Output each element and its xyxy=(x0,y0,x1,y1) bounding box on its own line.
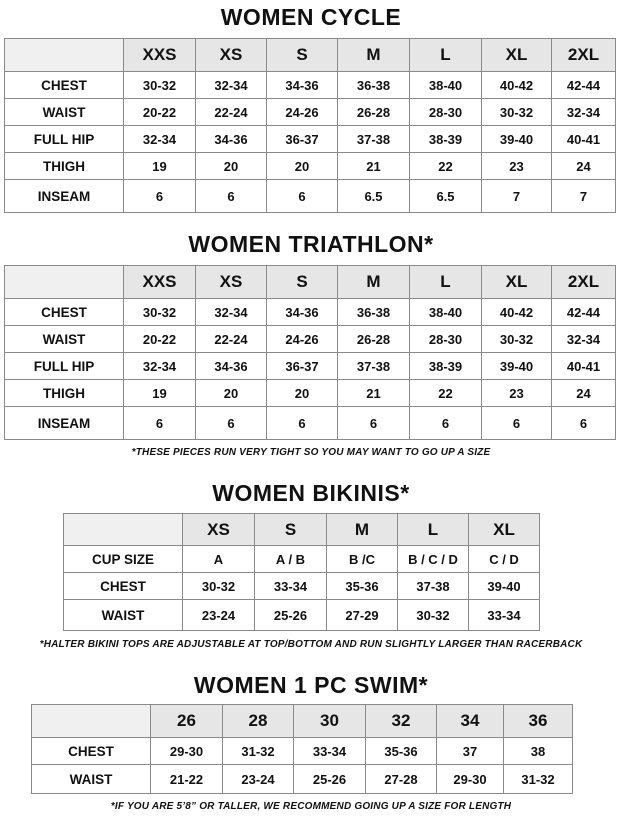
size-value: 37-38 xyxy=(398,573,469,600)
size-value: 35-36 xyxy=(366,738,437,765)
size-value: C / D xyxy=(469,546,540,573)
swim-note: *IF YOU ARE 5’8” OR TALLER, WE RECOMMEND GOING UP A SIZE FOR LENGTH xyxy=(110,801,512,812)
size-header: XS xyxy=(196,39,267,72)
size-header: 34 xyxy=(437,705,504,738)
bikinis-size-table xyxy=(63,513,540,631)
size-value: 40-41 xyxy=(552,353,616,380)
table-row xyxy=(32,765,573,794)
size-header: XL xyxy=(469,514,540,546)
row-label: INSEAM xyxy=(5,180,124,213)
header-corner xyxy=(5,39,124,72)
size-header: 26 xyxy=(151,705,223,738)
size-value: 7 xyxy=(482,180,552,213)
size-value: 37 xyxy=(437,738,504,765)
triathlon-note: *THESE PIECES RUN VERY TIGHT SO YOU MAY WANT TO GO UP A SIZE xyxy=(131,447,491,458)
table-row xyxy=(5,407,616,440)
size-value: 6.5 xyxy=(338,180,410,213)
size-value: 34-36 xyxy=(267,299,338,326)
size-header: 30 xyxy=(294,705,366,738)
size-value: 24-26 xyxy=(267,326,338,353)
size-value: B / C / D xyxy=(398,546,469,573)
size-value: 42-44 xyxy=(552,72,616,99)
size-value: 6 xyxy=(196,407,267,440)
size-header: 36 xyxy=(504,705,573,738)
size-value: 22 xyxy=(410,380,482,407)
size-value: 20 xyxy=(196,153,267,180)
size-value: 26-28 xyxy=(338,99,410,126)
size-value: 33-34 xyxy=(469,600,540,631)
size-value: 34-36 xyxy=(267,72,338,99)
size-value: 39-40 xyxy=(469,573,540,600)
size-header: XL xyxy=(482,266,552,299)
size-header: S xyxy=(267,39,338,72)
size-header: S xyxy=(255,514,327,546)
size-value: 21 xyxy=(338,153,410,180)
size-value: 40-41 xyxy=(552,126,616,153)
size-value: A / B xyxy=(255,546,327,573)
row-label: CHEST xyxy=(5,299,124,326)
size-header: XS xyxy=(183,514,255,546)
size-value: 27-29 xyxy=(327,600,398,631)
table-row xyxy=(5,353,616,380)
row-label: WAIST xyxy=(64,600,183,631)
size-value: 20-22 xyxy=(124,99,196,126)
size-value: 32-34 xyxy=(552,326,616,353)
size-header: XXS xyxy=(124,266,196,299)
row-label: FULL HIP xyxy=(5,353,124,380)
size-header: L xyxy=(410,39,482,72)
table-row xyxy=(64,573,540,600)
size-value: 37-38 xyxy=(338,126,410,153)
row-label: WAIST xyxy=(5,326,124,353)
size-value: 29-30 xyxy=(151,738,223,765)
size-header: M xyxy=(338,39,410,72)
size-value: 23 xyxy=(482,153,552,180)
table-row xyxy=(5,99,616,126)
size-value: 23-24 xyxy=(223,765,294,794)
cycle-size-table xyxy=(4,38,616,213)
size-value: 21 xyxy=(338,380,410,407)
size-value: 39-40 xyxy=(482,126,552,153)
row-label: CHEST xyxy=(5,72,124,99)
row-label: CUP SIZE xyxy=(64,546,183,573)
size-value: 20-22 xyxy=(124,326,196,353)
swim-title: WOMEN 1 PC SWIM* xyxy=(193,672,429,698)
size-value: 36-38 xyxy=(338,299,410,326)
size-value: 30-32 xyxy=(124,72,196,99)
size-value: 19 xyxy=(124,380,196,407)
size-value: 7 xyxy=(552,180,616,213)
size-value: 32-34 xyxy=(196,72,267,99)
size-value: 36-38 xyxy=(338,72,410,99)
bikinis-title: WOMEN BIKINIS* xyxy=(212,480,410,506)
size-value: 6 xyxy=(410,407,482,440)
swim-size-table xyxy=(31,704,573,794)
size-value: 31-32 xyxy=(223,738,294,765)
size-value: 6 xyxy=(267,180,338,213)
size-value: 6 xyxy=(482,407,552,440)
size-value: 38-40 xyxy=(410,299,482,326)
size-value: 23-24 xyxy=(183,600,255,631)
size-value: 33-34 xyxy=(294,738,366,765)
row-label: WAIST xyxy=(32,765,151,794)
row-label: FULL HIP xyxy=(5,126,124,153)
size-value: 38 xyxy=(504,738,573,765)
table-row xyxy=(5,153,616,180)
size-value: 30-32 xyxy=(482,99,552,126)
size-header: S xyxy=(267,266,338,299)
row-label: THIGH xyxy=(5,153,124,180)
header-corner xyxy=(64,514,183,546)
size-value: 25-26 xyxy=(255,600,327,631)
table-row xyxy=(5,380,616,407)
size-value: 32-34 xyxy=(196,299,267,326)
size-value: 36-37 xyxy=(267,126,338,153)
size-value: 22-24 xyxy=(196,99,267,126)
size-header: 2XL xyxy=(552,39,616,72)
size-header: 28 xyxy=(223,705,294,738)
size-value: 24-26 xyxy=(267,99,338,126)
table-row xyxy=(64,546,540,573)
header-corner xyxy=(5,266,124,299)
row-label: THIGH xyxy=(5,380,124,407)
size-header: 2XL xyxy=(552,266,616,299)
size-value: 22 xyxy=(410,153,482,180)
size-value: 30-32 xyxy=(398,600,469,631)
size-value: 32-34 xyxy=(124,353,196,380)
size-value: 32-34 xyxy=(552,99,616,126)
size-value: 29-30 xyxy=(437,765,504,794)
header-corner xyxy=(32,705,151,738)
size-header: M xyxy=(338,266,410,299)
size-value: 33-34 xyxy=(255,573,327,600)
size-value: 20 xyxy=(267,153,338,180)
size-value: 23 xyxy=(482,380,552,407)
size-value: 30-32 xyxy=(124,299,196,326)
size-header: XXS xyxy=(124,39,196,72)
size-value: 24 xyxy=(552,380,616,407)
cycle-title: WOMEN CYCLE xyxy=(220,4,402,30)
row-label: CHEST xyxy=(32,738,151,765)
size-value: 27-28 xyxy=(366,765,437,794)
size-header: 32 xyxy=(366,705,437,738)
size-value: 6 xyxy=(124,180,196,213)
table-row xyxy=(32,738,573,765)
size-value: 6.5 xyxy=(410,180,482,213)
table-row xyxy=(64,600,540,631)
size-header: L xyxy=(410,266,482,299)
size-value: 39-40 xyxy=(482,353,552,380)
size-value: 30-32 xyxy=(482,326,552,353)
row-label: CHEST xyxy=(64,573,183,600)
size-header: XL xyxy=(482,39,552,72)
size-value: 26-28 xyxy=(338,326,410,353)
size-header: M xyxy=(327,514,398,546)
size-value: A xyxy=(183,546,255,573)
size-value: 22-24 xyxy=(196,326,267,353)
size-header: L xyxy=(398,514,469,546)
size-header: XS xyxy=(196,266,267,299)
table-row xyxy=(5,326,616,353)
size-value: 28-30 xyxy=(410,99,482,126)
size-value: 19 xyxy=(124,153,196,180)
row-label: WAIST xyxy=(5,99,124,126)
size-value: 21-22 xyxy=(151,765,223,794)
size-value: 24 xyxy=(552,153,616,180)
size-value: 30-32 xyxy=(183,573,255,600)
size-value: 6 xyxy=(196,180,267,213)
size-value: 34-36 xyxy=(196,126,267,153)
row-label: INSEAM xyxy=(5,407,124,440)
size-value: 6 xyxy=(267,407,338,440)
size-value: 40-42 xyxy=(482,299,552,326)
size-value: 35-36 xyxy=(327,573,398,600)
size-value: 38-40 xyxy=(410,72,482,99)
size-value: 37-38 xyxy=(338,353,410,380)
size-value: 38-39 xyxy=(410,353,482,380)
size-value: 42-44 xyxy=(552,299,616,326)
table-row xyxy=(5,126,616,153)
table-row xyxy=(5,72,616,99)
size-value: 34-36 xyxy=(196,353,267,380)
bikinis-note: *HALTER BIKINI TOPS ARE ADJUSTABLE AT TOP/BOTTOM AND RUN SLIGHTLY LARGER THAN RACERBACK xyxy=(39,639,583,650)
size-value: 6 xyxy=(552,407,616,440)
size-value: 6 xyxy=(124,407,196,440)
size-value: 6 xyxy=(338,407,410,440)
triathlon-size-table xyxy=(4,265,616,440)
size-value: B /C xyxy=(327,546,398,573)
size-value: 32-34 xyxy=(124,126,196,153)
size-value: 31-32 xyxy=(504,765,573,794)
triathlon-title: WOMEN TRIATHLON* xyxy=(188,231,434,257)
size-value: 40-42 xyxy=(482,72,552,99)
size-value: 20 xyxy=(267,380,338,407)
size-value: 36-37 xyxy=(267,353,338,380)
size-value: 25-26 xyxy=(294,765,366,794)
size-value: 20 xyxy=(196,380,267,407)
table-row xyxy=(5,180,616,213)
size-value: 28-30 xyxy=(410,326,482,353)
table-row xyxy=(5,299,616,326)
size-value: 38-39 xyxy=(410,126,482,153)
